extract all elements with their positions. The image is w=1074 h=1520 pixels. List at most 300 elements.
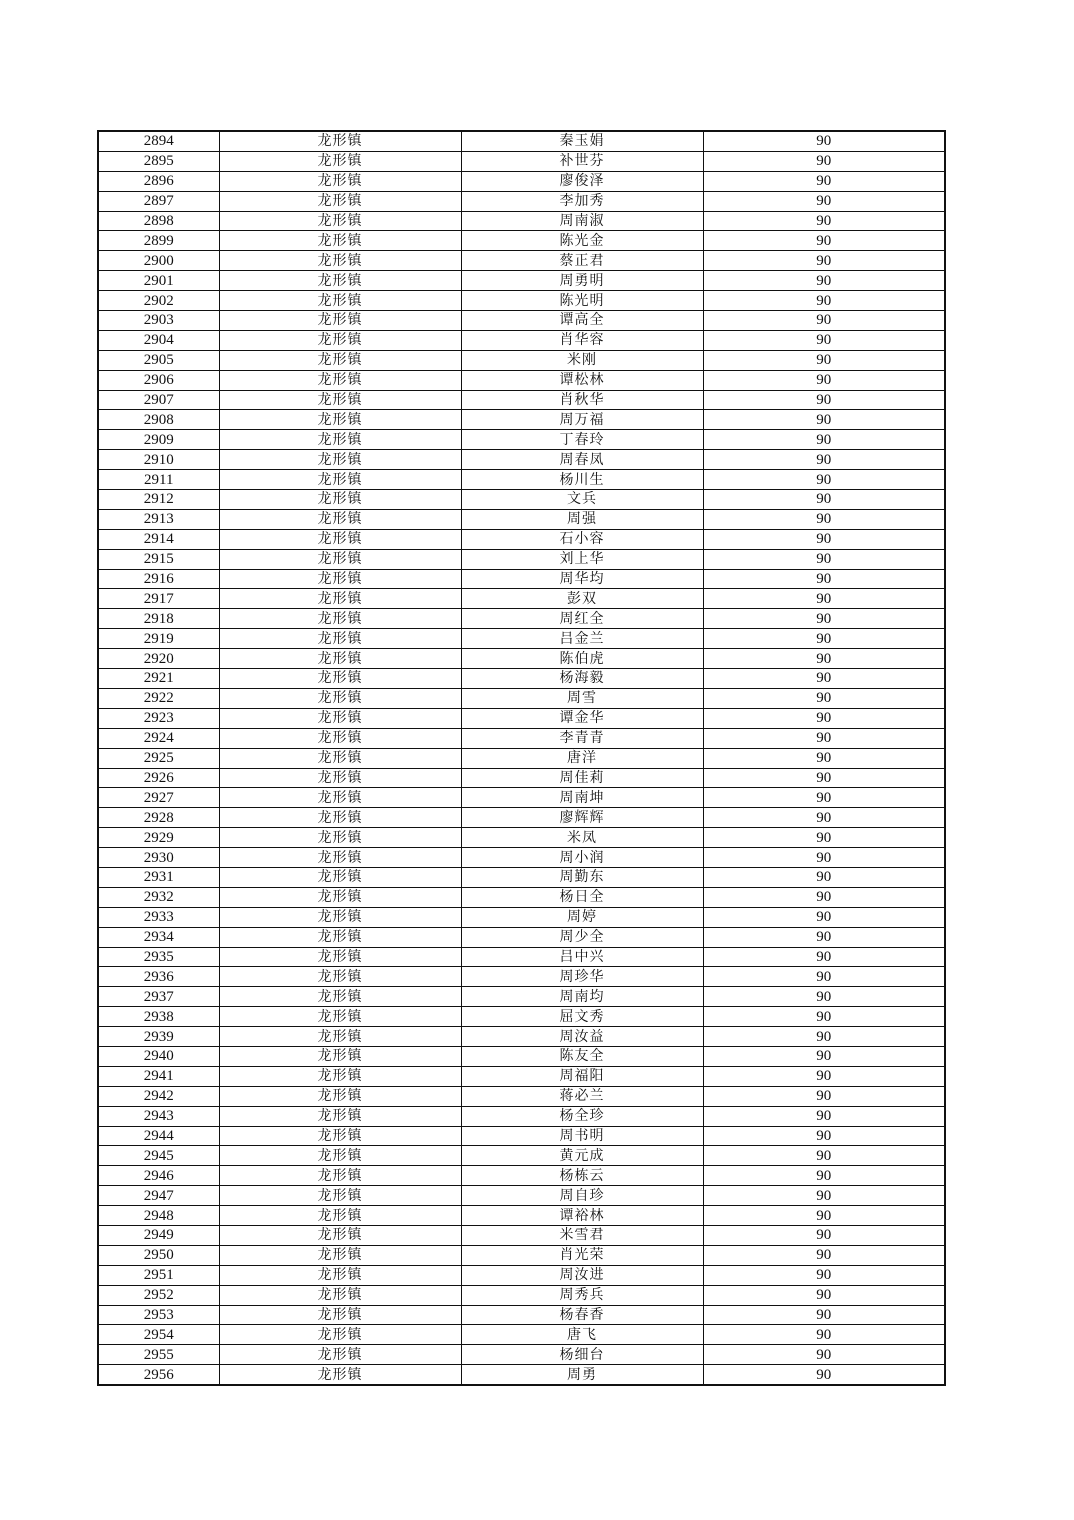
table-row (98, 927, 945, 947)
table-body (98, 131, 945, 1385)
cell-name: 周佳莉 (461, 768, 703, 788)
table-row (98, 1225, 945, 1245)
cell-name: 唐洋 (461, 748, 703, 768)
cell-town: 龙形镇 (219, 251, 461, 271)
cell-name: 李加秀 (461, 191, 703, 211)
cell-score: 90 (703, 1225, 945, 1245)
cell-name: 周雪 (461, 688, 703, 708)
cell-name: 杨细台 (461, 1345, 703, 1365)
cell-town: 龙形镇 (219, 867, 461, 887)
cell-name: 杨川生 (461, 470, 703, 490)
cell-town: 龙形镇 (219, 1007, 461, 1027)
cell-town: 龙形镇 (219, 768, 461, 788)
cell-town: 龙形镇 (219, 1365, 461, 1385)
cell-town: 龙形镇 (219, 688, 461, 708)
cell-score: 90 (703, 1086, 945, 1106)
table-row (98, 748, 945, 768)
cell-town: 龙形镇 (219, 1345, 461, 1365)
cell-name: 文兵 (461, 490, 703, 510)
cell-name: 廖辉辉 (461, 808, 703, 828)
table-row (98, 788, 945, 808)
cell-index: 2918 (98, 609, 219, 629)
cell-town: 龙形镇 (219, 609, 461, 629)
cell-score: 90 (703, 768, 945, 788)
cell-town: 龙形镇 (219, 1206, 461, 1226)
cell-score: 90 (703, 211, 945, 231)
cell-index: 2902 (98, 291, 219, 311)
cell-index: 2909 (98, 430, 219, 450)
table-row (98, 509, 945, 529)
cell-score: 90 (703, 1007, 945, 1027)
cell-town: 龙形镇 (219, 907, 461, 927)
cell-name: 秦玉娟 (461, 131, 703, 151)
cell-name: 周勇明 (461, 271, 703, 291)
cell-index: 2954 (98, 1325, 219, 1345)
cell-name: 肖秋华 (461, 390, 703, 410)
cell-score: 90 (703, 490, 945, 510)
table-row (98, 947, 945, 967)
cell-score: 90 (703, 1365, 945, 1385)
cell-score: 90 (703, 848, 945, 868)
cell-index: 2933 (98, 907, 219, 927)
cell-name: 周少全 (461, 927, 703, 947)
table-row (98, 649, 945, 669)
data-table (97, 130, 946, 1386)
cell-town: 龙形镇 (219, 1225, 461, 1245)
cell-score: 90 (703, 589, 945, 609)
table-row (98, 828, 945, 848)
cell-town: 龙形镇 (219, 151, 461, 171)
cell-name: 补世芬 (461, 151, 703, 171)
cell-index: 2920 (98, 649, 219, 669)
cell-index: 2929 (98, 828, 219, 848)
table-row (98, 1126, 945, 1146)
cell-name: 周华均 (461, 569, 703, 589)
cell-score: 90 (703, 549, 945, 569)
table-row (98, 231, 945, 251)
cell-score: 90 (703, 509, 945, 529)
cell-score: 90 (703, 191, 945, 211)
cell-town: 龙形镇 (219, 231, 461, 251)
cell-score: 90 (703, 1325, 945, 1345)
cell-name: 陈伯虎 (461, 649, 703, 669)
cell-town: 龙形镇 (219, 509, 461, 529)
cell-town: 龙形镇 (219, 470, 461, 490)
cell-index: 2897 (98, 191, 219, 211)
cell-name: 米刚 (461, 350, 703, 370)
table-row (98, 151, 945, 171)
cell-index: 2938 (98, 1007, 219, 1027)
cell-town: 龙形镇 (219, 1305, 461, 1325)
cell-name: 周秀兵 (461, 1285, 703, 1305)
cell-name: 谭金华 (461, 708, 703, 728)
cell-name: 周勇 (461, 1365, 703, 1385)
cell-town: 龙形镇 (219, 788, 461, 808)
table-row (98, 1365, 945, 1385)
table-row (98, 1086, 945, 1106)
cell-town: 龙形镇 (219, 1285, 461, 1305)
table-row (98, 708, 945, 728)
cell-name: 陈友全 (461, 1046, 703, 1066)
cell-name: 杨全珍 (461, 1106, 703, 1126)
cell-score: 90 (703, 987, 945, 1007)
cell-score: 90 (703, 748, 945, 768)
cell-index: 2945 (98, 1146, 219, 1166)
cell-index: 2899 (98, 231, 219, 251)
cell-name: 周小润 (461, 848, 703, 868)
table-row (98, 589, 945, 609)
cell-name: 周南淑 (461, 211, 703, 231)
cell-town: 龙形镇 (219, 887, 461, 907)
cell-index: 2906 (98, 370, 219, 390)
table-row (98, 1027, 945, 1047)
cell-name: 周福阳 (461, 1066, 703, 1086)
cell-name: 周春凤 (461, 450, 703, 470)
cell-index: 2895 (98, 151, 219, 171)
cell-town: 龙形镇 (219, 728, 461, 748)
table-row (98, 629, 945, 649)
cell-index: 2941 (98, 1066, 219, 1086)
cell-name: 杨日全 (461, 887, 703, 907)
cell-town: 龙形镇 (219, 390, 461, 410)
cell-score: 90 (703, 688, 945, 708)
cell-name: 周珍华 (461, 967, 703, 987)
cell-name: 周南均 (461, 987, 703, 1007)
cell-index: 2914 (98, 529, 219, 549)
table-row (98, 669, 945, 689)
cell-score: 90 (703, 1305, 945, 1325)
cell-index: 2894 (98, 131, 219, 151)
cell-town: 龙形镇 (219, 291, 461, 311)
cell-index: 2953 (98, 1305, 219, 1325)
cell-index: 2900 (98, 251, 219, 271)
table-row (98, 291, 945, 311)
table-row (98, 907, 945, 927)
cell-index: 2934 (98, 927, 219, 947)
cell-name: 周强 (461, 509, 703, 529)
cell-index: 2956 (98, 1365, 219, 1385)
cell-score: 90 (703, 927, 945, 947)
cell-score: 90 (703, 1186, 945, 1206)
cell-name: 陈光金 (461, 231, 703, 251)
cell-name: 吕金兰 (461, 629, 703, 649)
cell-name: 米雪君 (461, 1225, 703, 1245)
table-row (98, 191, 945, 211)
cell-index: 2921 (98, 669, 219, 689)
cell-index: 2932 (98, 887, 219, 907)
cell-index: 2924 (98, 728, 219, 748)
cell-town: 龙形镇 (219, 967, 461, 987)
cell-name: 屈文秀 (461, 1007, 703, 1027)
cell-score: 90 (703, 529, 945, 549)
cell-index: 2951 (98, 1265, 219, 1285)
cell-name: 谭松林 (461, 370, 703, 390)
cell-town: 龙形镇 (219, 350, 461, 370)
table-row (98, 848, 945, 868)
cell-index: 2913 (98, 509, 219, 529)
cell-name: 蒋必兰 (461, 1086, 703, 1106)
cell-score: 90 (703, 390, 945, 410)
cell-index: 2927 (98, 788, 219, 808)
table-row (98, 171, 945, 191)
cell-town: 龙形镇 (219, 131, 461, 151)
cell-score: 90 (703, 470, 945, 490)
cell-score: 90 (703, 450, 945, 470)
cell-town: 龙形镇 (219, 191, 461, 211)
cell-index: 2904 (98, 330, 219, 350)
cell-score: 90 (703, 1245, 945, 1265)
cell-name: 周汝益 (461, 1027, 703, 1047)
table-row (98, 1305, 945, 1325)
cell-town: 龙形镇 (219, 1066, 461, 1086)
table-row (98, 211, 945, 231)
cell-index: 2923 (98, 708, 219, 728)
cell-index: 2915 (98, 549, 219, 569)
cell-score: 90 (703, 728, 945, 748)
cell-index: 2903 (98, 311, 219, 331)
table-row (98, 330, 945, 350)
cell-index: 2898 (98, 211, 219, 231)
cell-score: 90 (703, 828, 945, 848)
table-row (98, 967, 945, 987)
table-row (98, 609, 945, 629)
cell-index: 2943 (98, 1106, 219, 1126)
cell-index: 2930 (98, 848, 219, 868)
cell-index: 2955 (98, 1345, 219, 1365)
cell-name: 周婷 (461, 907, 703, 927)
table-row (98, 1345, 945, 1365)
cell-name: 廖俊泽 (461, 171, 703, 191)
table-row (98, 470, 945, 490)
cell-score: 90 (703, 231, 945, 251)
cell-score: 90 (703, 410, 945, 430)
table-row (98, 1046, 945, 1066)
cell-name: 周自珍 (461, 1186, 703, 1206)
cell-town: 龙形镇 (219, 549, 461, 569)
cell-name: 周万福 (461, 410, 703, 430)
cell-town: 龙形镇 (219, 1027, 461, 1047)
cell-score: 90 (703, 867, 945, 887)
table-row (98, 1106, 945, 1126)
cell-name: 丁春玲 (461, 430, 703, 450)
cell-town: 龙形镇 (219, 748, 461, 768)
cell-name: 吕中兴 (461, 947, 703, 967)
cell-town: 龙形镇 (219, 311, 461, 331)
cell-score: 90 (703, 788, 945, 808)
table-row (98, 1206, 945, 1226)
cell-score: 90 (703, 569, 945, 589)
cell-score: 90 (703, 430, 945, 450)
table-row (98, 131, 945, 151)
cell-town: 龙形镇 (219, 1126, 461, 1146)
cell-index: 2948 (98, 1206, 219, 1226)
cell-town: 龙形镇 (219, 848, 461, 868)
cell-score: 90 (703, 311, 945, 331)
cell-score: 90 (703, 131, 945, 151)
cell-index: 2946 (98, 1166, 219, 1186)
cell-town: 龙形镇 (219, 569, 461, 589)
cell-index: 2939 (98, 1027, 219, 1047)
table-row (98, 450, 945, 470)
cell-town: 龙形镇 (219, 430, 461, 450)
table-row (98, 1245, 945, 1265)
cell-index: 2926 (98, 768, 219, 788)
cell-score: 90 (703, 1146, 945, 1166)
cell-name: 陈光明 (461, 291, 703, 311)
table-row (98, 808, 945, 828)
table-row (98, 1166, 945, 1186)
cell-score: 90 (703, 609, 945, 629)
table-row (98, 1146, 945, 1166)
cell-town: 龙形镇 (219, 828, 461, 848)
table-row (98, 350, 945, 370)
table-row (98, 490, 945, 510)
cell-score: 90 (703, 1285, 945, 1305)
cell-index: 2916 (98, 569, 219, 589)
cell-index: 2910 (98, 450, 219, 470)
cell-name: 周勤东 (461, 867, 703, 887)
cell-score: 90 (703, 251, 945, 271)
cell-score: 90 (703, 151, 945, 171)
cell-town: 龙形镇 (219, 927, 461, 947)
cell-index: 2907 (98, 390, 219, 410)
table-row (98, 728, 945, 748)
cell-town: 龙形镇 (219, 1186, 461, 1206)
cell-index: 2949 (98, 1225, 219, 1245)
cell-town: 龙形镇 (219, 1146, 461, 1166)
cell-index: 2936 (98, 967, 219, 987)
cell-town: 龙形镇 (219, 947, 461, 967)
cell-name: 周南坤 (461, 788, 703, 808)
cell-town: 龙形镇 (219, 529, 461, 549)
cell-index: 2940 (98, 1046, 219, 1066)
cell-name: 周书明 (461, 1126, 703, 1146)
table-row (98, 529, 945, 549)
table-row (98, 410, 945, 430)
table-row (98, 768, 945, 788)
cell-score: 90 (703, 1126, 945, 1146)
cell-index: 2917 (98, 589, 219, 609)
cell-town: 龙形镇 (219, 271, 461, 291)
cell-score: 90 (703, 649, 945, 669)
cell-score: 90 (703, 1345, 945, 1365)
cell-index: 2905 (98, 350, 219, 370)
cell-town: 龙形镇 (219, 1245, 461, 1265)
cell-score: 90 (703, 947, 945, 967)
cell-index: 2922 (98, 688, 219, 708)
cell-town: 龙形镇 (219, 1265, 461, 1285)
cell-name: 谭高全 (461, 311, 703, 331)
cell-town: 龙形镇 (219, 629, 461, 649)
cell-name: 黄元成 (461, 1146, 703, 1166)
cell-index: 2908 (98, 410, 219, 430)
cell-name: 刘上华 (461, 549, 703, 569)
cell-score: 90 (703, 171, 945, 191)
cell-score: 90 (703, 1206, 945, 1226)
table-row (98, 1265, 945, 1285)
cell-town: 龙形镇 (219, 1086, 461, 1106)
cell-name: 李青青 (461, 728, 703, 748)
cell-town: 龙形镇 (219, 1325, 461, 1345)
table-row (98, 1285, 945, 1305)
cell-town: 龙形镇 (219, 987, 461, 1007)
cell-town: 龙形镇 (219, 1046, 461, 1066)
table-row (98, 370, 945, 390)
table-row (98, 1066, 945, 1086)
table-row (98, 867, 945, 887)
cell-town: 龙形镇 (219, 450, 461, 470)
cell-score: 90 (703, 669, 945, 689)
cell-index: 2947 (98, 1186, 219, 1206)
cell-score: 90 (703, 350, 945, 370)
cell-score: 90 (703, 887, 945, 907)
cell-score: 90 (703, 1265, 945, 1285)
cell-town: 龙形镇 (219, 370, 461, 390)
cell-index: 2952 (98, 1285, 219, 1305)
cell-name: 谭裕林 (461, 1206, 703, 1226)
cell-score: 90 (703, 1066, 945, 1086)
cell-score: 90 (703, 330, 945, 350)
cell-score: 90 (703, 808, 945, 828)
cell-score: 90 (703, 907, 945, 927)
cell-index: 2935 (98, 947, 219, 967)
cell-score: 90 (703, 708, 945, 728)
cell-town: 龙形镇 (219, 589, 461, 609)
cell-town: 龙形镇 (219, 649, 461, 669)
table-row (98, 1186, 945, 1206)
cell-score: 90 (703, 1166, 945, 1186)
table-row (98, 1325, 945, 1345)
cell-name: 杨春香 (461, 1305, 703, 1325)
table-row (98, 311, 945, 331)
table-row (98, 271, 945, 291)
cell-town: 龙形镇 (219, 808, 461, 828)
cell-index: 2912 (98, 490, 219, 510)
table-row (98, 569, 945, 589)
cell-score: 90 (703, 1046, 945, 1066)
cell-name: 周汝进 (461, 1265, 703, 1285)
cell-index: 2901 (98, 271, 219, 291)
table-row (98, 549, 945, 569)
cell-name: 杨海毅 (461, 669, 703, 689)
cell-score: 90 (703, 629, 945, 649)
table-row (98, 430, 945, 450)
cell-name: 米凤 (461, 828, 703, 848)
cell-name: 肖华容 (461, 330, 703, 350)
cell-name: 肖光荣 (461, 1245, 703, 1265)
table-row (98, 688, 945, 708)
cell-index: 2919 (98, 629, 219, 649)
cell-index: 2944 (98, 1126, 219, 1146)
table-row (98, 390, 945, 410)
cell-name: 彭双 (461, 589, 703, 609)
cell-town: 龙形镇 (219, 211, 461, 231)
cell-name: 石小容 (461, 529, 703, 549)
cell-name: 蔡正君 (461, 251, 703, 271)
cell-town: 龙形镇 (219, 171, 461, 191)
table-row (98, 251, 945, 271)
cell-name: 周红全 (461, 609, 703, 629)
cell-town: 龙形镇 (219, 1106, 461, 1126)
cell-name: 杨栋云 (461, 1166, 703, 1186)
cell-score: 90 (703, 271, 945, 291)
cell-score: 90 (703, 291, 945, 311)
table-row (98, 987, 945, 1007)
cell-index: 2937 (98, 987, 219, 1007)
cell-index: 2931 (98, 867, 219, 887)
cell-index: 2925 (98, 748, 219, 768)
table-row (98, 1007, 945, 1027)
